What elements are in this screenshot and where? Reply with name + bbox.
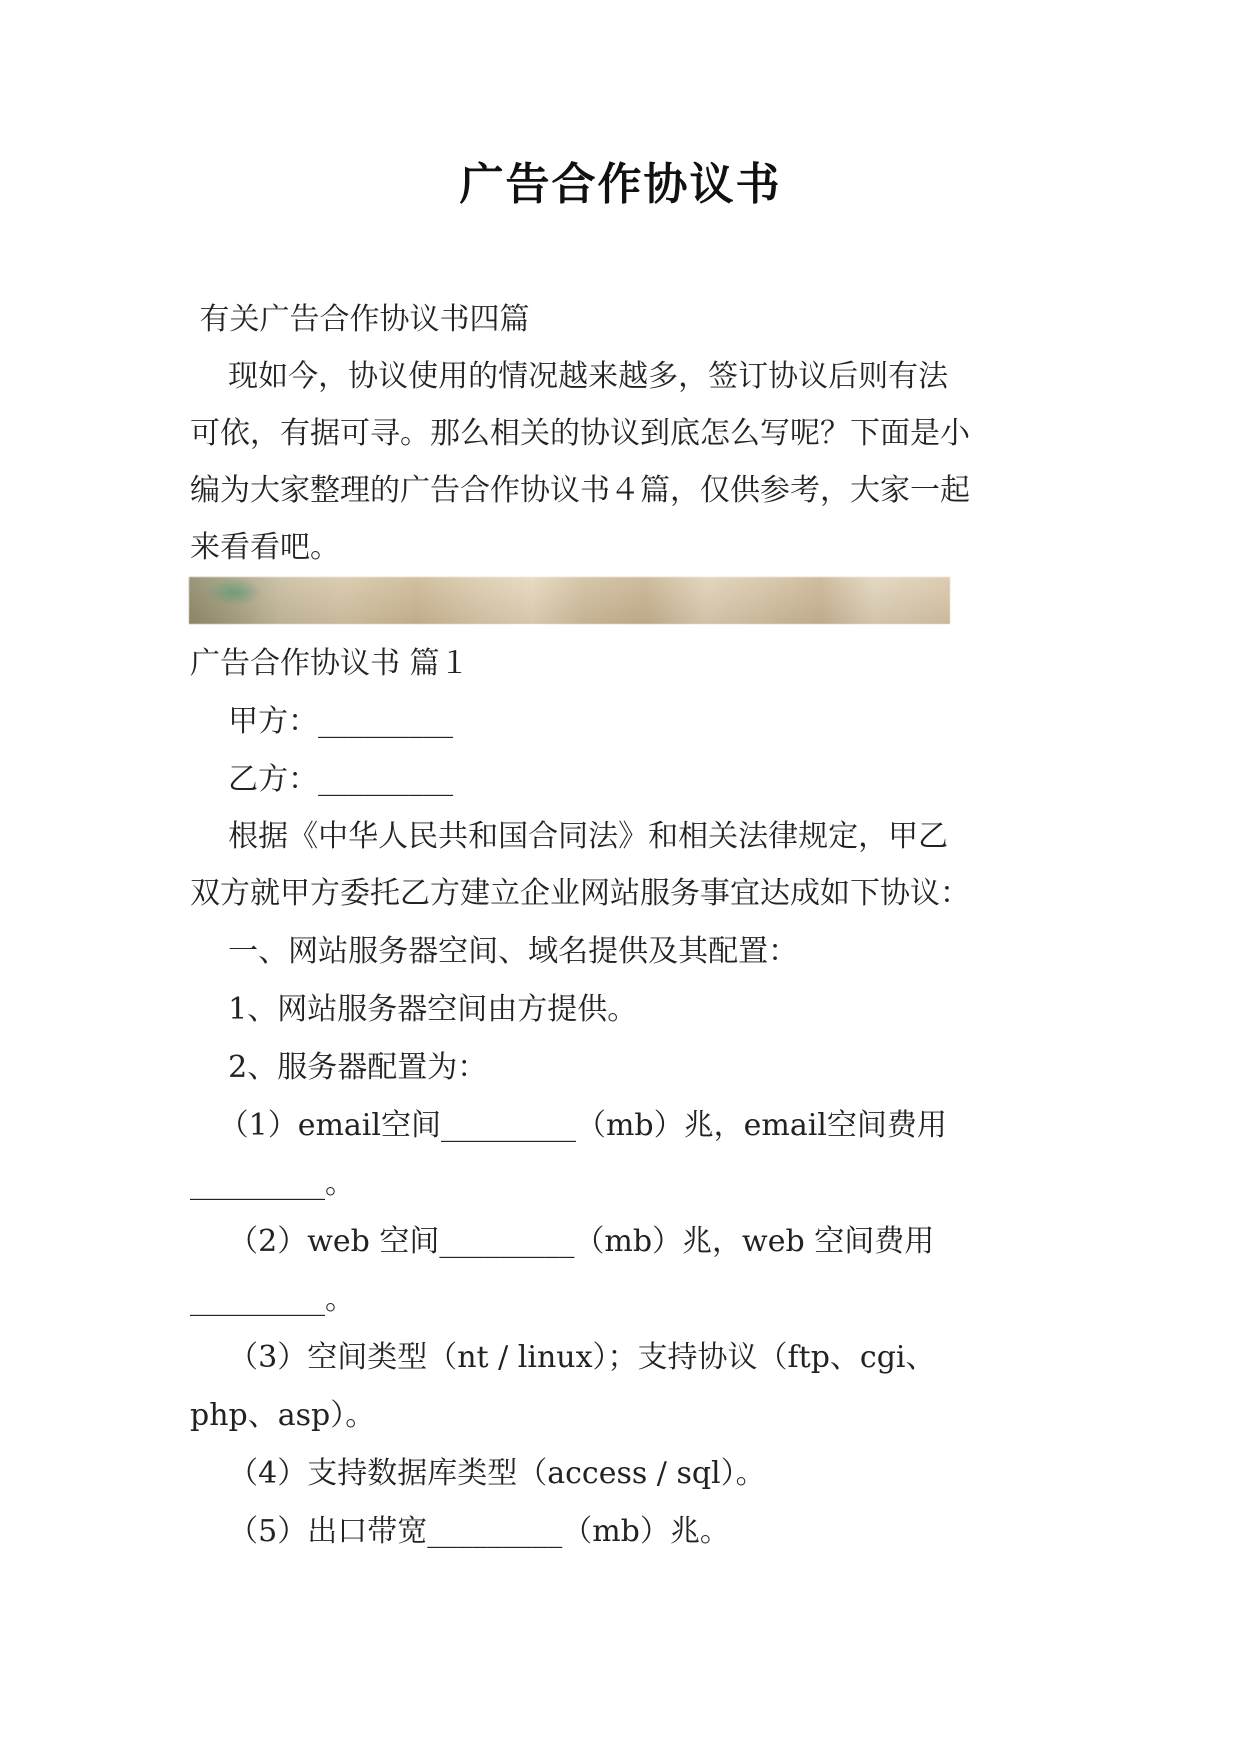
config-item-1-cont: _________。: [190, 1166, 355, 1201]
body-line-1: 根据《中华人民共和国合同法》和相关法律规定，甲乙: [190, 819, 949, 854]
config-item-1: （1）email空间_________（mb）兆，email空间费用: [190, 1108, 947, 1143]
intro-line-2: 可依，有据可寻。那么相关的协议到底怎么写呢？下面是小: [190, 416, 970, 451]
config-item-4: （4）支持数据库类型（access / sql）。: [190, 1456, 766, 1491]
clause-item-1: 1、网站服务器空间由方提供。: [190, 992, 638, 1027]
config-item-2: （2）web 空间_________（mb）兆，web 空间费用: [190, 1224, 935, 1259]
party-a-line: 甲方：_________: [190, 704, 454, 739]
config-item-5: （5）出口带宽_________（mb）兆。: [190, 1514, 730, 1549]
decorative-image-overlay: [189, 577, 950, 624]
document-title: 广告合作协议书: [459, 159, 782, 210]
section-heading: 广告合作协议书 篇１: [190, 646, 470, 681]
intro-line-3: 编为大家整理的广告合作协议书４篇，仅供参考，大家一起: [190, 473, 970, 508]
intro-line-1: 现如今，协议使用的情况越来越多，签订协议后则有法: [190, 359, 949, 394]
party-b-line: 乙方：_________: [190, 762, 454, 797]
clause-heading: 一、网站服务器空间、域名提供及其配置：: [190, 934, 799, 969]
subtitle-line: 有关广告合作协议书四篇: [190, 302, 530, 337]
intro-line-4: 来看看吧。: [190, 530, 340, 565]
clause-item-2: 2、服务器配置为：: [190, 1050, 488, 1085]
body-line-2: 双方就甲方委托乙方建立企业网站服务事宜达成如下协议：: [190, 876, 970, 911]
config-item-3-cont: php、asp）。: [190, 1398, 376, 1433]
config-item-2-cont: _________。: [190, 1282, 355, 1317]
config-item-3: （3）空间类型（nt / linux）；支持协议（ftp、cgi、: [190, 1340, 936, 1375]
